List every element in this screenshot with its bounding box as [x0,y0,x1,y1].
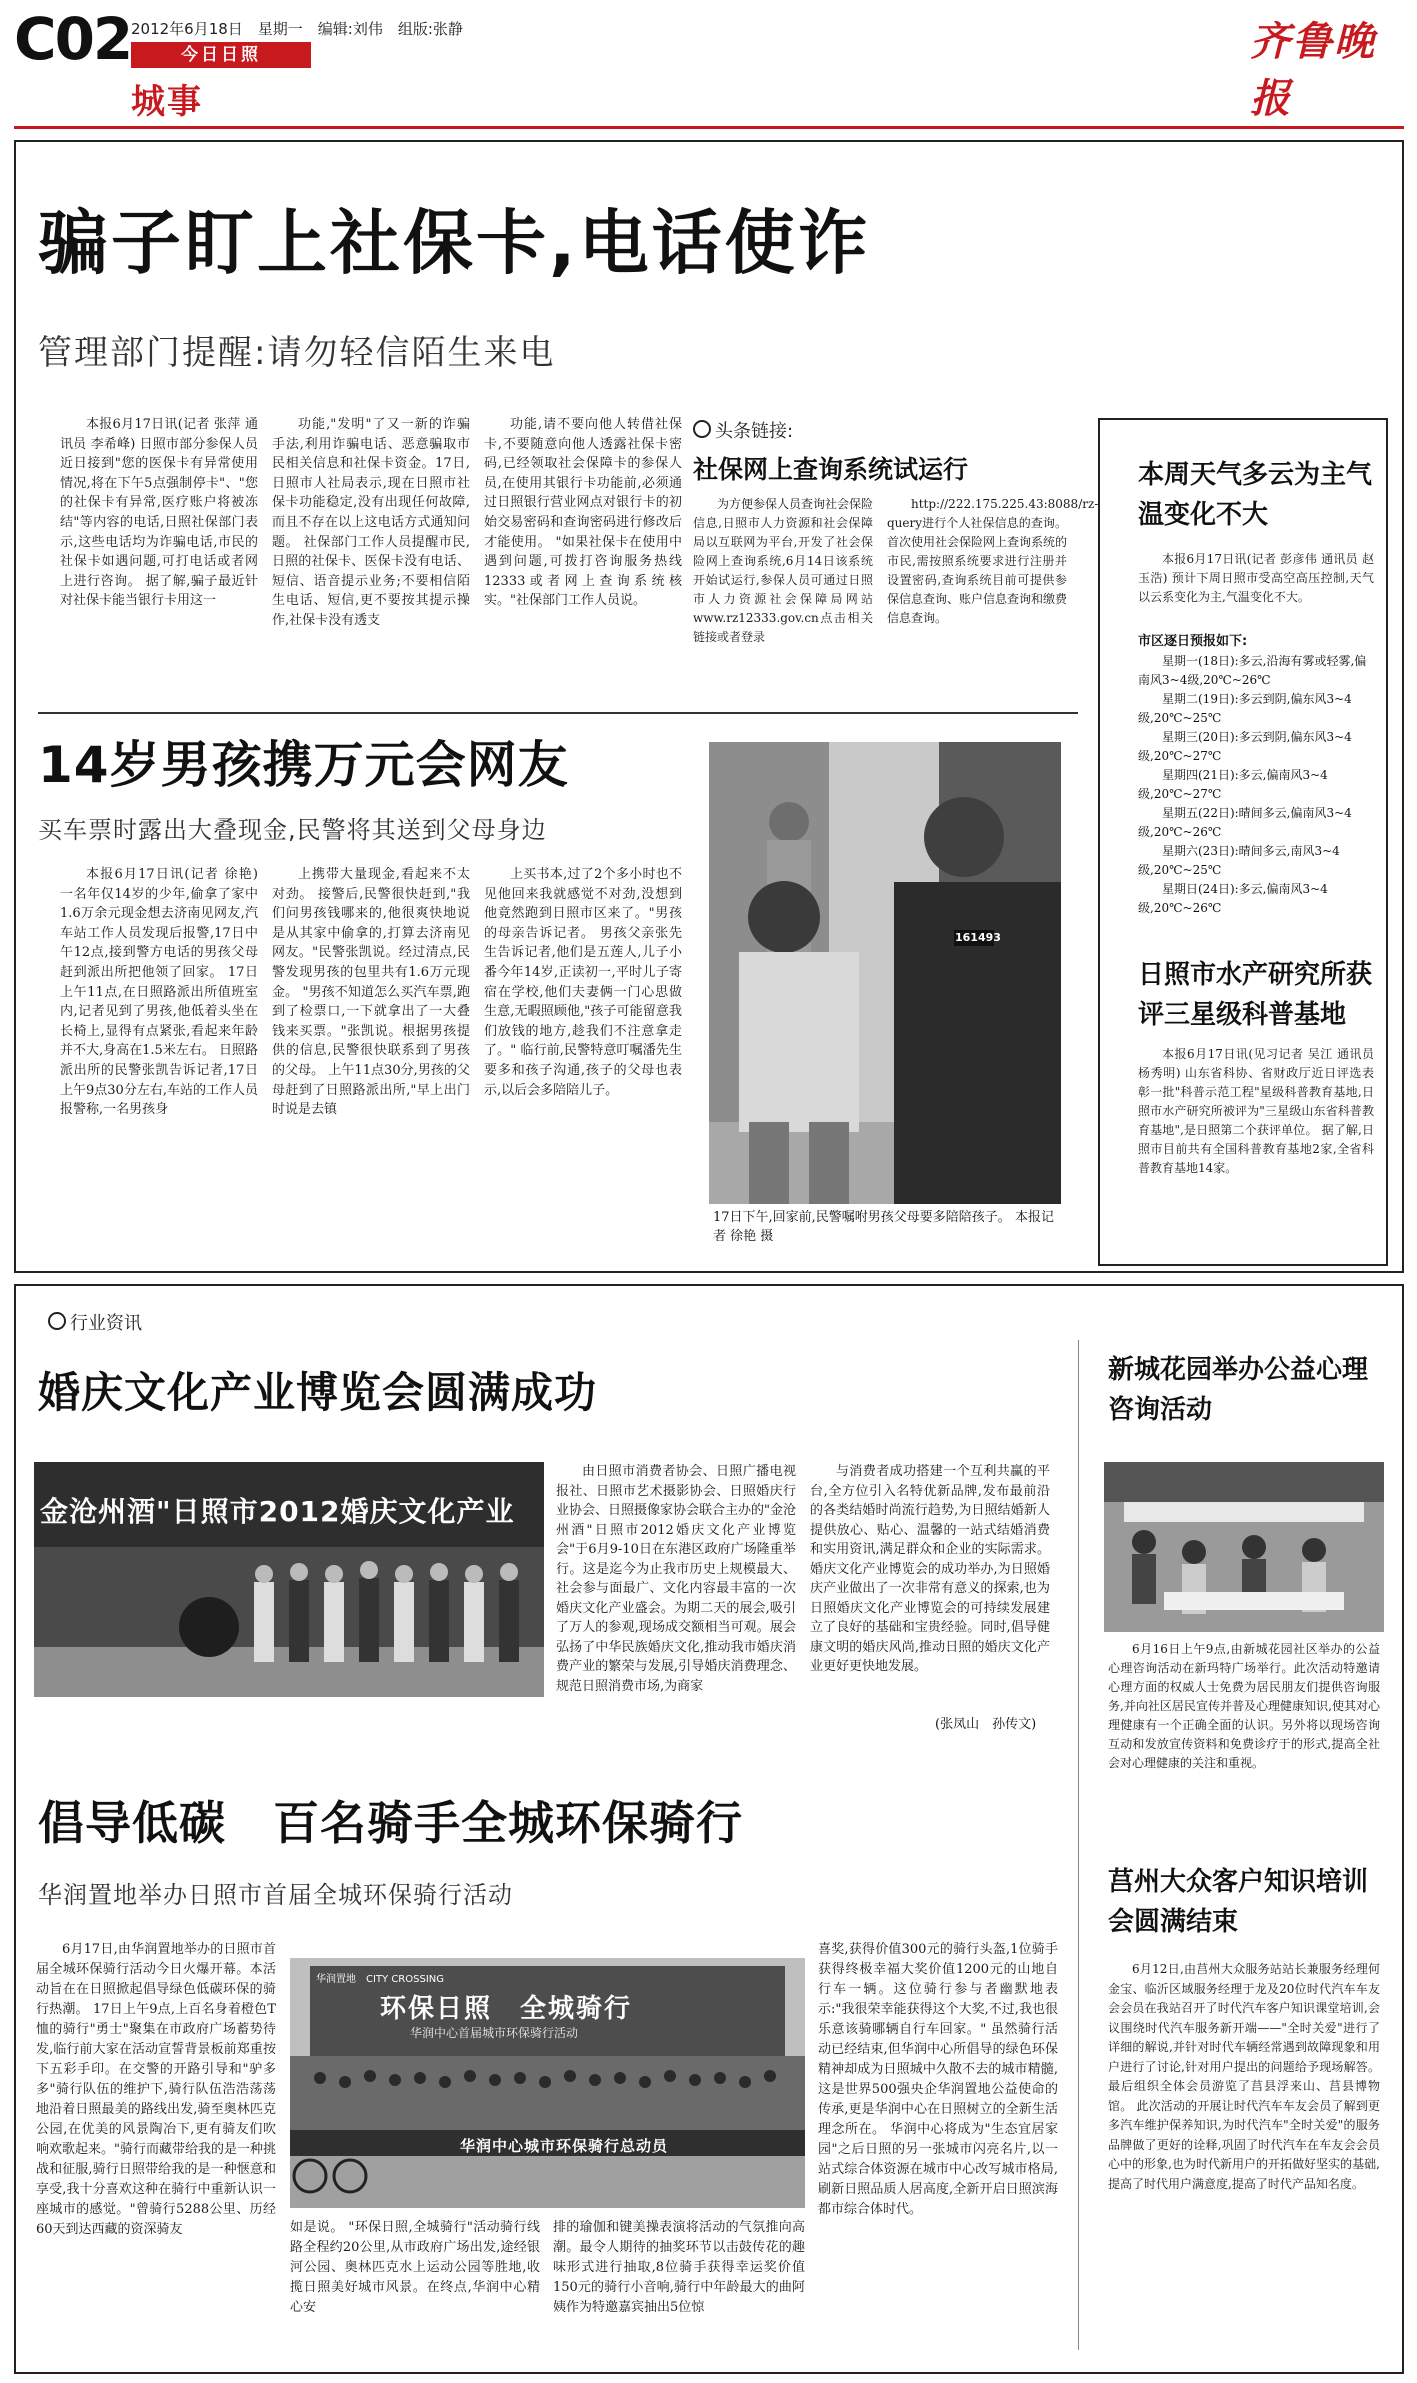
date-line: 2012年6月18日 星期一 编辑:刘伟 组版:张静 [131,20,463,38]
forecast-day: 星期六(23日):晴间多云,南风3~4级,20℃~25℃ [1138,844,1340,877]
lead-column-3: 功能,请不要向他人转借社保卡,不要随意向他人透露社保卡密码,已经领取社会保障卡的参保人员,在使用其银行卡功能前,必须通过日照银行营业网点对银行卡的初始交易密码和查询密码进行修改后才能使用。 "如果社保卡在使用中遇到问题,可拨打咨询服务热线12333或者网上查询系统核实。"社保部门工作人员说。 [484,417,682,609]
ride-photo-title: 环保日照 全城骑行 [380,1994,633,2024]
paper-name-logo: 齐鲁晚报 [1250,18,1376,122]
ride-photo-brand: 华润置地 CITY CROSSING [316,1974,445,1985]
ride-photo [290,1958,805,2208]
lead-column-2: 功能,"发明"了又一新的诈骗手法,利用诈骗电话、恶意骗取市民相关信息和社保卡资金。17日,日照市人社局表示,现在日照市社保卡功能稳定,没有出现任何故障,而且不存在以上这电话方式通知问题。 社保部门工作人员提醒市民,日照的社保卡、医保卡没有电话、短信、语音提示业务;不要相信陌生电话、短信,更不要按其提示操作,社保卡没有透支 [272,417,470,628]
boy-column-1: 本报6月17日讯(记者 徐艳) 一名年仅14岁的少年,偷拿了家中1.6万余元现金想去济南见网友,汽车站工作人员发现后报警,17日中午12点,接到警方电话的男孩父母赶到派出所把他领了回家。 17日上午11点,在日照路派出所值班室内,记者见到了男孩,他低着头坐在长椅上,显得有点紧张,看起来年龄并不大,身高在1.5米左右。 日照路派出所的民警张凯告诉记者,17日上午9点30分左右,车站的工作人员报警称,一名男孩身 [60,867,258,1118]
wedding-column-1: 由日照市消费者协会、日照广播电视报社、日照市艺术摄影协会、日照婚庆行业协会、日照摄像家协会联合主办的"金沧州酒"日照市2012婚庆文化产业博览会"于6月9-10日在东港区政府广场隆重举行。这是迄今为止我市历史上规模最大、社会参与面最广、文化内容最丰富的一次婚庆文化产业盛会。为期二天的展会,吸引了万人的参观,现场成交额相当可观。展会弘扬了中华民族婚庆文化,推动我市婚庆消费产业的繁荣与发展,引导婚庆消费理念、规范日照消费市场,为商家 [556,1464,796,1694]
ride-column-1: 6月17日,由华润置地举办的日照市首届全城环保骑行活动今日火爆开幕。本活动旨在在日照掀起倡导绿色低碳环保的骑行热潮。 17日上午9点,上百名身着橙色T恤的骑行"勇士"聚集在市政府广场蓄势待发,临行前大家在活动宣誓背景板前郑重按下五彩手印。在交警的开路引导和"驴多多"骑行队伍的维护下,骑行队伍浩浩荡荡地沿着日照最美的路线出发,骑至奥林匹克公园,在优美的风景陶冶下,更有骑友们吹响欢歌起来。"骑行而藏带给我的是一种挑战和征服,骑行日照带给我的是一种惬意和享受,我十分喜欢这种在骑行中重新认识一座城市的感觉。"曾骑行5288公里、历经60天到达西藏的资深骑友 [36,1942,276,2237]
boy-subhead: 买车票时露出大叠现金,民警将其送到父母身边 [38,816,547,844]
sidebar-title: 社保网上查询系统试运行 [693,455,969,484]
boy-column-2: 上携带大量现金,看起来不太对劲。 接警后,民警很快赶到,"我们问男孩钱哪来的,他很爽快地说是从其家中偷拿的,打算去济南见网友。"民警张凯说。经过清点,民警发现男孩的包里共有1.6万元现金。 "男孩不知道怎么买汽车票,跑到了检票口,一下就拿出了一大叠钱来买票。"张凯说。根据男孩提供的信息,民警很快联系到了男孩的父母。 上午11点30分,男孩的父母赶到了日照路派出所,"早上出门时说是去镇 [272,867,470,1118]
masthead-rule [14,126,1404,129]
aquatic-body: 本报6月17日讯(见习记者 吴江 通讯员 杨秀明) 山东省科协、省财政厅近日评选表彰一批"科普示范工程"星级科普教育基地,日照市水产研究所被评为"三星级山东省科普教育基地",是日照第二个获评单位。 据了解,日照市目前共有全国科普教育基地2家,全省科普教育基地14家。 [1138,1047,1374,1175]
juzhou-title: 莒州大众客户知识培训会圆满结束 [1108,1867,1369,1937]
sidebar-column-1: 为方便参保人员查询社会保险信息,日照市人力资源和社会保障局以互联网为平台,开发了社会保险网上查询系统,6月14日该系统开始试运行,参保人员可通过日照市人力资源社会保障局网站www.rz12333.gov.cn点击相关链接或者登录 [693,497,874,644]
forecast-day: 星期五(22日):晴间多云,偏南风3~4级,20℃~26℃ [1138,806,1352,839]
garden-photo-illustration [1104,1462,1384,1632]
bullet-icon [48,1312,66,1330]
wedding-photo [34,1462,544,1697]
wedding-column-2: 与消费者成功搭建一个互利共赢的平台,全方位引入名特优新品牌,发布最前沿的各类结婚时尚流行趋势,为日照结婚新人提供放心、贴心、温馨的一站式结婚消费和实用资讯,满足群众和企业的实际需求。婚庆文化产业博览会的成功举办,为日照婚庆产业做出了一次非常有意义的探索,也为日照婚庆文化产业博览会的可持续发展建立了良好的基础和宝贵经验。同时,倡导健康文明的婚庆风尚,推动日照的婚庆文化产业更好更快地发展。 [810,1464,1050,1674]
sidebar-column-2: http://222.175.225.43:8088/rz-query进行个人社保信息的查询。 首次使用社会保险网上查询系统的市民,需按照系统要求进行注册并设置密码,查询系统目前可提供参保信息查询、账户信息查询和缴费信息查询。 [887,497,1099,625]
aquatic-title: 日照市水产研究所获评三星级科普基地 [1138,960,1373,1030]
garden-body: 6月16日上午9点,由新城花园社区举办的公益心理咨询活动在新玛特广场举行。此次活动特邀请心理方面的权威人士免费为居民朋友们提供咨询服务,并向社区居民宣传并普及心理健康知识,使其对心理健康有一个正确全面的认识。另外将以现场咨询互动和发放宣传资料和免费诊疗于的形式,提高全社会对心理健康的关注和重视。 [1108,1642,1380,1770]
boy-headline: 14岁男孩携万元会网友 [38,736,569,794]
forecast-day: 星期三(20日):多云到阴,偏东风3~4级,20℃~27℃ [1138,730,1352,763]
boy-column-3: 上买书本,过了2个多小时也不见他回来我就感觉不对劲,没想到他竟然跑到日照市区来了。"男孩的母亲告诉记者。 男孩父亲张先生告诉记者,他们是五莲人,儿子小番今年14岁,正读初一,平时儿子寄宿在学校,他们夫妻俩一门心思做生意,无暇照顾他,"孩子可能留意我们放钱的地方,趁我们不注意拿走了。" 临行前,民警特意叮嘱潘先生要多和孩子沟通,孩子的父母也表示,以后会多陪陪儿子。 [484,867,682,1098]
forecast-day: 星期四(21日):多云,偏南风3~4级,20℃~27℃ [1138,768,1328,801]
lead-divider [38,712,1078,714]
industry-tag: 行业资讯 [48,1309,142,1335]
lead-headline: 骗子盯上社保卡,电话使诈 [38,202,871,284]
ride-subhead: 华润置地举办日照市首届全城环保骑行活动 [38,1881,513,1909]
ride-headline: 倡导低碳 百名骑手全城环保骑行 [38,1796,743,1850]
juzhou-body: 6月12日,由莒州大众服务站站长兼服务经理何金宝、临沂区域服务经理于龙及20位时代汽车车友会会员在我站召开了时代汽车客户知识课堂培训,会议围绕时代汽车服务新开端——"全时关爱"进行了详细的解说,并针对时代车辆经常遇到故障现象和用户进行了讨论,针对用户提出的问题给予现场解答。最后组织全体会员游览了莒县浮来山、莒县博物馆。 此次活动的开展让时代汽车车友会员了解到更多汽车维护保养知识,为时代汽车"全时关爱"的服务品牌做了更好的诠释,巩固了时代汽车在车友会会员心中的形象,也为时代新用户的开拓做好坚实的基础,提高了时代用户满意度,提高了时代产品知名度。 [1108,1962,1380,2191]
lead-column-1: 本报6月17日讯(记者 张萍 通讯员 李希峰) 日照市部分参保人员近日接到"您的医保卡有异常使用情况,将在下午5点强制停卡"、"您的社保卡有异常,医疗账户将被冻结"等内容的电话,日照社保部门表示,这些电话均为诈骗电话,市民的社保卡如遇问题,可打电话或者网上进行咨询。 据了解,骗子最近针对社保卡能当银行卡用这一 [60,417,258,609]
ride-photo-banner: 华润中心城市环保骑行总动员 [460,2137,669,2155]
police-badge-number: 161493 [955,931,1001,944]
weather-title: 本周天气多云为主气温变化不大 [1138,460,1373,530]
weather-forecast-list [1138,652,1374,937]
wedding-headline: 婚庆文化产业博览会圆满成功 [38,1368,598,1417]
forecast-day: 星期日(24日):多云,偏南风3~4级,20℃~26℃ [1138,882,1328,915]
bullet-icon [693,420,711,438]
ride-photo-sub: 华润中心首届城市环保骑行活动 [410,2026,579,2040]
wedding-byline: (张凤山 孙传文) [935,1717,1037,1732]
headline-link-tag: 头条链接: [693,417,793,443]
weather-region-label: 市区逐日预报如下: [1138,634,1248,649]
ride-column-3: 排的瑜伽和键美操表演将活动的气氛推向高潮。最令人期待的抽奖环节以击鼓传花的趣味形式进行抽取,8位骑手获得幸运奖价值150元的骑行小音响,骑行中年龄最大的曲阿姨作为特邀嘉宾抽出5位惊 [553,2220,805,2315]
forecast-day: 星期一(18日):多云,沿海有雾或轻雾,偏南风3~4级,20℃~26℃ [1138,654,1367,687]
page-number: C02 [14,5,132,73]
section-tag: 今日日照 [131,42,311,68]
police-photo [709,742,1061,1204]
police-photo-illustration [709,742,1061,1204]
ride-column-2: 如是说。 "环保日照,全城骑行"活动骑行线路全程约20公里,从市政府广场出发,途经银河公园、奥林匹克水上运动公园等胜地,收揽日照美好城市风景。在终点,华润中心精心安 [290,2220,540,2315]
garden-title: 新城花园举办公益心理咨询活动 [1108,1355,1369,1425]
weather-intro: 本报6月17日讯(记者 彭彦伟 通讯员 赵玉浩) 预计下周日照市受高空高压控制,天气以云系变化为主,气温变化不大。 [1138,552,1374,604]
police-photo-caption: 17日下午,回家前,民警嘱咐男孩父母要多陪陪孩子。 本报记者 徐艳 摄 [713,1210,1054,1244]
forecast-day: 星期二(19日):多云到阴,偏东风3~4级,20℃~25℃ [1138,692,1352,725]
garden-photo [1104,1462,1384,1632]
ride-column-4: 喜奖,获得价值300元的骑行头盔,1位骑手获得终极幸福大奖价值1200元的山地自行车一辆。这位骑行参与者幽默地表示:"我很荣幸能获得这个大奖,不过,我也很乐意该骑哪辆自行车回家。" 虽然骑行活动已经结束,但华润中心所倡导的绿色环保精神却成为日照城中久散不去的城市精髓,这是世界500强央企华润置地公益使命的传承,更是华润中心在日照树立的全新生活理念所在。 华润中心将成为"生态宜居家园"之后日照的另一张城市闪亮名片,以一站式综合体资源在城市中心改写城市格局,刷新日照品质人居高度,全新开启日照滨海都市综合体时代。 [818,1942,1058,2217]
wedding-banner-text: 金沧州酒"日照市2012婚庆文化产业 [40,1495,515,1528]
section-name: 城事 [131,82,203,122]
lower-vertical-rule [1078,1340,1079,2350]
lead-subhead: 管理部门提醒:请勿轻信陌生来电 [38,333,556,373]
